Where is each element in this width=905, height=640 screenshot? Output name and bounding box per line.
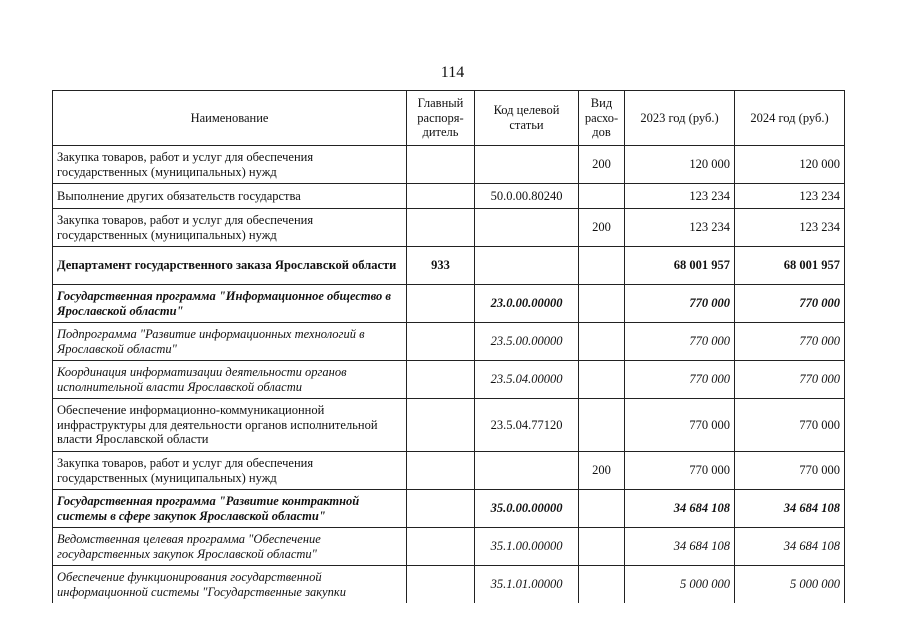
row-code: 35.1.00.00000 [475, 528, 579, 566]
row-name: Закупка товаров, работ и услуг для обеспечения государственных (муниципальных) нужд [53, 209, 407, 247]
row-2023: 34 684 108 [625, 490, 735, 528]
row-code: 35.0.00.00000 [475, 490, 579, 528]
row-type [579, 184, 625, 209]
table-row [53, 399, 845, 452]
row-code: 35.1.01.00000 [475, 566, 579, 604]
row-name: Обеспечение информационно-коммуникационной инфраструктуры для деятельности органов исполнительной власти Ярославской области [53, 399, 407, 452]
header-admin: Главный распоря-дитель [407, 91, 475, 146]
row-2024: 770 000 [735, 285, 845, 323]
row-type [579, 528, 625, 566]
header-2024: 2024 год (руб.) [735, 91, 845, 146]
row-2023: 123 234 [625, 184, 735, 209]
row-code: 23.0.00.00000 [475, 285, 579, 323]
row-2024: 34 684 108 [735, 528, 845, 566]
row-2024: 770 000 [735, 452, 845, 490]
row-admin [407, 184, 475, 209]
row-name: Государственная программа "Развитие контрактной системы в сфере закупок Ярославской области" [53, 490, 407, 528]
row-2023: 770 000 [625, 361, 735, 399]
row-admin [407, 146, 475, 184]
row-code: 23.5.04.77120 [475, 399, 579, 452]
row-2023: 770 000 [625, 399, 735, 452]
row-2023: 34 684 108 [625, 528, 735, 566]
row-name: Государственная программа "Информационное общество в Ярославской области" [53, 285, 407, 323]
row-2023: 5 000 000 [625, 566, 735, 604]
row-2023: 120 000 [625, 146, 735, 184]
row-admin [407, 490, 475, 528]
row-2024: 34 684 108 [735, 490, 845, 528]
row-code [475, 146, 579, 184]
budget-table [52, 90, 845, 603]
header-type: Вид расхо-дов [579, 91, 625, 146]
row-2024: 123 234 [735, 184, 845, 209]
row-code: 23.5.04.00000 [475, 361, 579, 399]
row-2024: 770 000 [735, 399, 845, 452]
table-row [53, 323, 845, 361]
row-2023: 770 000 [625, 285, 735, 323]
row-name: Закупка товаров, работ и услуг для обеспечения государственных (муниципальных) нужд [53, 146, 407, 184]
row-type [579, 247, 625, 285]
row-type [579, 490, 625, 528]
row-type [579, 323, 625, 361]
row-2024: 68 001 957 [735, 247, 845, 285]
row-name: Выполнение других обязательств государства [53, 184, 407, 209]
table-row [53, 528, 845, 566]
row-type: 200 [579, 209, 625, 247]
row-admin: 933 [407, 247, 475, 285]
row-admin [407, 209, 475, 247]
row-type [579, 285, 625, 323]
row-type [579, 399, 625, 452]
row-admin [407, 361, 475, 399]
row-admin [407, 452, 475, 490]
table-row [53, 209, 845, 247]
table-row [53, 285, 845, 323]
row-2024: 120 000 [735, 146, 845, 184]
row-code: 23.5.00.00000 [475, 323, 579, 361]
table-header-row [53, 91, 845, 146]
table-row [53, 247, 845, 285]
table-row [53, 361, 845, 399]
row-name: Подпрограмма "Развитие информационных технологий в Ярославской области" [53, 323, 407, 361]
row-2024: 123 234 [735, 209, 845, 247]
row-admin [407, 566, 475, 604]
row-code [475, 209, 579, 247]
header-2023: 2023 год (руб.) [625, 91, 735, 146]
row-code [475, 452, 579, 490]
row-name: Департамент государственного заказа Ярославской области [53, 247, 407, 285]
table-row [53, 184, 845, 209]
row-type: 200 [579, 146, 625, 184]
row-code [475, 247, 579, 285]
header-code: Код целевой статьи [475, 91, 579, 146]
table-row [53, 566, 845, 604]
row-2024: 770 000 [735, 361, 845, 399]
row-admin [407, 323, 475, 361]
page-number: 114 [440, 64, 465, 81]
row-2023: 68 001 957 [625, 247, 735, 285]
row-2024: 770 000 [735, 323, 845, 361]
row-admin [407, 528, 475, 566]
row-2023: 123 234 [625, 209, 735, 247]
row-2023: 770 000 [625, 452, 735, 490]
row-2024: 5 000 000 [735, 566, 845, 604]
row-name: Ведомственная целевая программа "Обеспечение государственных закупок Ярославской области" [53, 528, 407, 566]
header-name: Наименование [53, 91, 407, 146]
row-type [579, 566, 625, 604]
row-admin [407, 399, 475, 452]
row-type: 200 [579, 452, 625, 490]
table-row [53, 452, 845, 490]
row-2023: 770 000 [625, 323, 735, 361]
row-type [579, 361, 625, 399]
row-name: Координация информатизации деятельности органов исполнительной власти Ярославской области [53, 361, 407, 399]
row-code: 50.0.00.80240 [475, 184, 579, 209]
table-row [53, 146, 845, 184]
row-name: Закупка товаров, работ и услуг для обеспечения государственных (муниципальных) нужд [53, 452, 407, 490]
row-name: Обеспечение функционирования государственной информационной системы "Государственные закупки [53, 566, 407, 604]
row-admin [407, 285, 475, 323]
table-row [53, 490, 845, 528]
